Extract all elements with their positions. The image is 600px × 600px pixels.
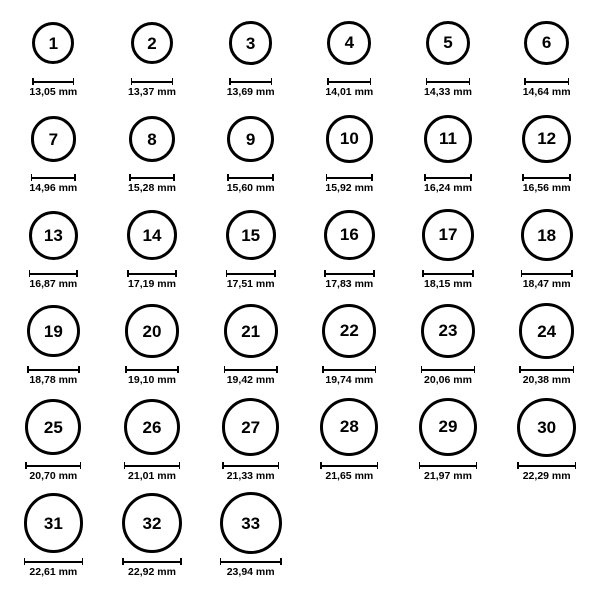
- dimension-caliper-icon: [129, 174, 175, 181]
- dimension-caliper-icon: [32, 78, 74, 85]
- dimension-line: [29, 273, 78, 275]
- ring-circle: [129, 116, 175, 162]
- ring-size-label: 16: [339, 225, 359, 245]
- ring-cell: [103, 394, 202, 490]
- dimension-caliper-icon: [29, 270, 78, 277]
- ring-dimension: [517, 462, 576, 482]
- ring-circle: [426, 21, 470, 65]
- dimension-caliper-icon: [326, 174, 373, 181]
- ring-circle-wrap: [220, 490, 282, 556]
- ring-diameter-label: 20,06 mm: [424, 374, 472, 386]
- ring-circle-wrap: [122, 490, 182, 556]
- ring-diameter-label: 23,94 mm: [226, 566, 275, 578]
- ring-cell: [201, 298, 300, 394]
- ring-dimension: [29, 270, 78, 290]
- dimension-caliper-icon: [517, 462, 576, 469]
- ring-circle-wrap: [29, 202, 78, 268]
- ring-dimension: [125, 366, 178, 386]
- ring-circle-wrap: [424, 106, 472, 172]
- ring-circle: [424, 115, 472, 163]
- dimension-line: [522, 177, 570, 179]
- ring-cell: [4, 490, 103, 586]
- dimension-line: [32, 81, 74, 83]
- ring-diameter-label: 14,01 mm: [325, 86, 374, 98]
- ring-cell: [201, 202, 300, 298]
- ring-dimension: [122, 558, 182, 578]
- ring-size-label: 3: [245, 33, 256, 53]
- ring-size-label: 12: [537, 129, 557, 149]
- ring-circle-wrap: [326, 106, 373, 172]
- ring-cell: [103, 490, 202, 586]
- ring-diameter-label: 17,19 mm: [128, 278, 176, 290]
- dimension-line: [426, 81, 470, 83]
- ring-size-label: 19: [43, 321, 63, 341]
- ring-size-label: 26: [142, 417, 162, 437]
- ring-cell: [399, 202, 498, 298]
- dimension-caliper-icon: [320, 462, 378, 469]
- ring-size-label: 23: [438, 321, 458, 341]
- ring-cell: [201, 490, 300, 586]
- dimension-caliper-icon: [229, 78, 272, 85]
- dimension-caliper-icon: [24, 558, 84, 565]
- ring-cell: [399, 394, 498, 490]
- ring-diameter-label: 14,64 mm: [522, 86, 571, 98]
- ring-diameter-label: 17,51 mm: [226, 278, 275, 290]
- ring-circle-wrap: [129, 106, 175, 172]
- dimension-caliper-icon: [31, 174, 77, 181]
- ring-diameter-label: 19,74 mm: [325, 374, 374, 386]
- ring-dimension: [521, 270, 573, 290]
- ring-dimension: [24, 558, 84, 578]
- ring-circle: [226, 210, 276, 260]
- ring-dimension: [522, 174, 570, 194]
- dimension-line: [125, 369, 178, 371]
- dimension-line: [25, 465, 81, 467]
- ring-cell: [300, 10, 399, 106]
- ring-diameter-label: 14,33 mm: [424, 86, 472, 98]
- ring-size-label: 14: [142, 225, 162, 245]
- ring-dimension: [523, 78, 571, 98]
- dimension-line: [421, 369, 476, 371]
- ring-circle: [422, 209, 473, 260]
- ring-circle: [324, 210, 375, 261]
- dimension-caliper-icon: [524, 78, 569, 85]
- ring-circle: [32, 22, 74, 64]
- ring-diameter-label: 21,65 mm: [325, 470, 374, 482]
- ring-circle: [220, 492, 282, 554]
- ring-circle-wrap: [229, 10, 272, 76]
- dimension-line: [326, 177, 373, 179]
- dimension-caliper-icon: [127, 270, 177, 277]
- dimension-line: [131, 81, 174, 83]
- ring-dimension: [320, 462, 378, 482]
- ring-circle-wrap: [524, 10, 569, 76]
- dimension-line: [227, 177, 274, 179]
- dimension-caliper-icon: [522, 174, 570, 181]
- ring-cell: [4, 202, 103, 298]
- dimension-caliper-icon: [220, 558, 282, 565]
- ring-dimension: [421, 366, 476, 386]
- dimension-line: [122, 561, 182, 563]
- dimension-caliper-icon: [419, 462, 477, 469]
- dimension-line: [24, 561, 84, 563]
- dimension-caliper-icon: [327, 78, 371, 85]
- ring-cell: [399, 298, 498, 394]
- ring-circle: [322, 304, 376, 358]
- ring-circle: [125, 304, 178, 357]
- ring-size-label: 27: [241, 417, 261, 437]
- ring-dimension: [424, 78, 472, 98]
- ring-size-label: 29: [438, 417, 458, 437]
- ring-size-label: 32: [142, 513, 162, 533]
- dimension-caliper-icon: [131, 78, 174, 85]
- ring-dimension: [324, 270, 375, 290]
- ring-cell: [4, 106, 103, 202]
- ring-cell: [399, 10, 498, 106]
- ring-size-label: 22: [339, 321, 359, 341]
- ring-size-label: 21: [241, 321, 261, 341]
- dimension-caliper-icon: [421, 366, 476, 373]
- ring-circle-wrap: [421, 298, 476, 364]
- ring-cell: [497, 106, 596, 202]
- ring-cell: [300, 202, 399, 298]
- ring-dimension: [25, 462, 81, 482]
- ring-diameter-label: 21,01 mm: [128, 470, 176, 482]
- ring-circle: [519, 303, 575, 359]
- ring-size-label: 1: [48, 33, 59, 53]
- dimension-caliper-icon: [322, 366, 376, 373]
- ring-circle-wrap: [522, 106, 570, 172]
- dimension-line: [224, 369, 278, 371]
- ring-dimension: [29, 174, 77, 194]
- ring-circle-wrap: [320, 394, 378, 460]
- dimension-caliper-icon: [27, 366, 80, 373]
- ring-circle-wrap: [31, 106, 77, 172]
- ring-circle-wrap: [422, 202, 473, 268]
- dimension-caliper-icon: [226, 270, 276, 277]
- ring-dimension: [124, 462, 181, 482]
- ring-diameter-label: 14,96 mm: [29, 182, 78, 194]
- ring-dimension: [222, 462, 279, 482]
- dimension-line: [419, 465, 477, 467]
- ring-dimension: [322, 366, 376, 386]
- ring-diameter-label: 22,29 mm: [522, 470, 571, 482]
- dimension-line: [524, 81, 569, 83]
- ring-diameter-label: 16,56 mm: [522, 182, 571, 194]
- ring-circle: [524, 21, 569, 66]
- ring-cell: [300, 106, 399, 202]
- ring-circle: [419, 398, 477, 456]
- dimension-line: [222, 465, 279, 467]
- dimension-line: [517, 465, 576, 467]
- ring-size-label: 2: [147, 33, 157, 53]
- ring-cell: [300, 394, 399, 490]
- ring-size-label: 7: [48, 129, 59, 149]
- ring-diameter-label: 22,92 mm: [128, 566, 176, 578]
- ring-diameter-label: 18,47 mm: [522, 278, 571, 290]
- ring-circle: [224, 304, 278, 358]
- ring-size-label: 4: [344, 33, 355, 53]
- dimension-line: [519, 369, 575, 371]
- ring-dimension: [424, 174, 472, 194]
- ring-circle: [320, 398, 378, 456]
- ring-size-label: 30: [537, 417, 557, 437]
- ring-circle: [522, 115, 570, 163]
- ring-dimension: [127, 270, 177, 290]
- ring-circle-wrap: [426, 10, 470, 76]
- ring-diameter-label: 20,70 mm: [29, 470, 78, 482]
- ring-circle-wrap: [131, 10, 174, 76]
- ring-size-label: 20: [142, 321, 162, 341]
- ring-cell: [497, 394, 596, 490]
- ring-circle-wrap: [32, 10, 74, 76]
- ring-circle-wrap: [227, 106, 274, 172]
- ring-size-label: 33: [241, 513, 261, 533]
- ring-circle-wrap: [419, 394, 477, 460]
- ring-diameter-label: 21,97 mm: [424, 470, 472, 482]
- ring-cell: [4, 394, 103, 490]
- ring-cell: [201, 106, 300, 202]
- ring-dimension: [128, 78, 176, 98]
- dimension-caliper-icon: [124, 462, 181, 469]
- ring-size-label: 18: [537, 225, 557, 245]
- ring-size-label: 8: [147, 129, 157, 149]
- ring-cell: [497, 298, 596, 394]
- dimension-caliper-icon: [324, 270, 375, 277]
- ring-diameter-label: 16,24 mm: [424, 182, 472, 194]
- ring-size-label: 24: [537, 321, 557, 341]
- ring-dimension: [220, 558, 282, 578]
- ring-circle: [124, 399, 181, 456]
- ring-circle-wrap: [127, 202, 177, 268]
- ring-diameter-label: 21,33 mm: [226, 470, 275, 482]
- dimension-line: [327, 81, 371, 83]
- ring-circle: [227, 116, 274, 163]
- ring-circle: [222, 398, 279, 455]
- ring-circle-wrap: [222, 394, 279, 460]
- dimension-line: [424, 177, 472, 179]
- ring-circle-wrap: [226, 202, 276, 268]
- ring-diameter-label: 15,60 mm: [226, 182, 275, 194]
- dimension-line: [322, 369, 376, 371]
- ring-circle: [517, 398, 576, 457]
- ring-circle: [127, 210, 177, 260]
- ring-circle: [327, 21, 371, 65]
- ring-circle-wrap: [521, 202, 573, 268]
- ring-diameter-label: 18,78 mm: [29, 374, 78, 386]
- dimension-line: [27, 369, 80, 371]
- ring-cell: [4, 10, 103, 106]
- ring-circle: [31, 116, 77, 162]
- ring-diameter-label: 19,10 mm: [128, 374, 176, 386]
- ring-cell: [300, 298, 399, 394]
- ring-size-label: 5: [443, 33, 453, 53]
- ring-cell: [399, 106, 498, 202]
- dimension-caliper-icon: [227, 174, 274, 181]
- ring-circle: [131, 22, 174, 65]
- ring-diameter-label: 20,38 mm: [522, 374, 571, 386]
- ring-diameter-label: 19,42 mm: [226, 374, 275, 386]
- ring-diameter-label: 22,61 mm: [29, 566, 78, 578]
- dimension-caliper-icon: [222, 462, 279, 469]
- ring-diameter-label: 13,37 mm: [128, 86, 176, 98]
- ring-cell: [201, 10, 300, 106]
- ring-circle-wrap: [25, 394, 81, 460]
- ring-circle: [27, 305, 80, 358]
- dimension-caliper-icon: [424, 174, 472, 181]
- ring-dimension: [224, 366, 278, 386]
- ring-circle-wrap: [519, 298, 575, 364]
- dimension-line: [422, 273, 473, 275]
- ring-circle-wrap: [322, 298, 376, 364]
- ring-size-label: 31: [43, 513, 63, 533]
- dimension-line: [320, 465, 378, 467]
- ring-diameter-label: 17,83 mm: [325, 278, 374, 290]
- dimension-line: [229, 81, 272, 83]
- dimension-caliper-icon: [122, 558, 182, 565]
- ring-circle-wrap: [327, 10, 371, 76]
- ring-size-label: 10: [339, 129, 359, 149]
- dimension-line: [129, 177, 175, 179]
- ring-size-label: 13: [43, 225, 63, 245]
- ring-circle: [29, 211, 78, 260]
- dimension-caliper-icon: [224, 366, 278, 373]
- ring-circle: [25, 399, 81, 455]
- dimension-line: [220, 561, 282, 563]
- ring-cell: [103, 298, 202, 394]
- ring-dimension: [29, 78, 77, 98]
- dimension-line: [226, 273, 276, 275]
- ring-diameter-label: 16,87 mm: [29, 278, 78, 290]
- ring-circle: [326, 115, 373, 162]
- ring-diameter-label: 18,15 mm: [424, 278, 472, 290]
- ring-cell: [103, 202, 202, 298]
- ring-diameter-label: 13,05 mm: [29, 86, 78, 98]
- ring-size-label: 25: [43, 417, 63, 437]
- dimension-caliper-icon: [422, 270, 473, 277]
- ring-dimension: [325, 78, 373, 98]
- ring-size-label: 6: [541, 33, 552, 53]
- ring-cell: [497, 10, 596, 106]
- ring-diameter-label: 15,28 mm: [128, 182, 176, 194]
- ring-size-label: 9: [245, 129, 256, 149]
- dimension-line: [521, 273, 573, 275]
- ring-circle: [421, 304, 476, 359]
- ring-circle: [24, 493, 84, 553]
- ring-cell: [201, 394, 300, 490]
- ring-circle-wrap: [24, 490, 84, 556]
- ring-circle-wrap: [324, 202, 375, 268]
- ring-size-label: 11: [439, 129, 457, 149]
- dimension-line: [31, 177, 77, 179]
- ring-circle-wrap: [224, 298, 278, 364]
- ring-dimension: [519, 366, 575, 386]
- ring-circle-wrap: [27, 298, 80, 364]
- ring-dimension: [227, 174, 275, 194]
- ring-circle-wrap: [517, 394, 576, 460]
- ring-diameter-label: 15,92 mm: [325, 182, 374, 194]
- dimension-caliper-icon: [125, 366, 178, 373]
- dimension-caliper-icon: [25, 462, 81, 469]
- ring-circle: [122, 493, 182, 553]
- ring-cell: [103, 10, 202, 106]
- ring-dimension: [27, 366, 80, 386]
- ring-circle-wrap: [125, 298, 178, 364]
- ring-dimension: [419, 462, 477, 482]
- ring-dimension: [128, 174, 176, 194]
- ring-cell: [4, 298, 103, 394]
- ring-dimension: [227, 78, 275, 98]
- dimension-line: [124, 465, 181, 467]
- dimension-caliper-icon: [426, 78, 470, 85]
- ring-diameter-label: 13,69 mm: [226, 86, 275, 98]
- ring-circle-wrap: [124, 394, 181, 460]
- ring-circle: [521, 209, 573, 261]
- ring-size-label: 15: [241, 225, 261, 245]
- dimension-line: [324, 273, 375, 275]
- ring-circle: [229, 21, 272, 64]
- ring-size-label: 17: [438, 225, 458, 245]
- ring-size-label: 28: [339, 417, 359, 437]
- dimension-line: [127, 273, 177, 275]
- ring-dimension: [226, 270, 276, 290]
- ring-dimension: [422, 270, 473, 290]
- ring-cell: [497, 202, 596, 298]
- ring-grid: [4, 10, 596, 586]
- dimension-caliper-icon: [519, 366, 575, 373]
- ring-cell: [103, 106, 202, 202]
- dimension-caliper-icon: [521, 270, 573, 277]
- ring-dimension: [325, 174, 373, 194]
